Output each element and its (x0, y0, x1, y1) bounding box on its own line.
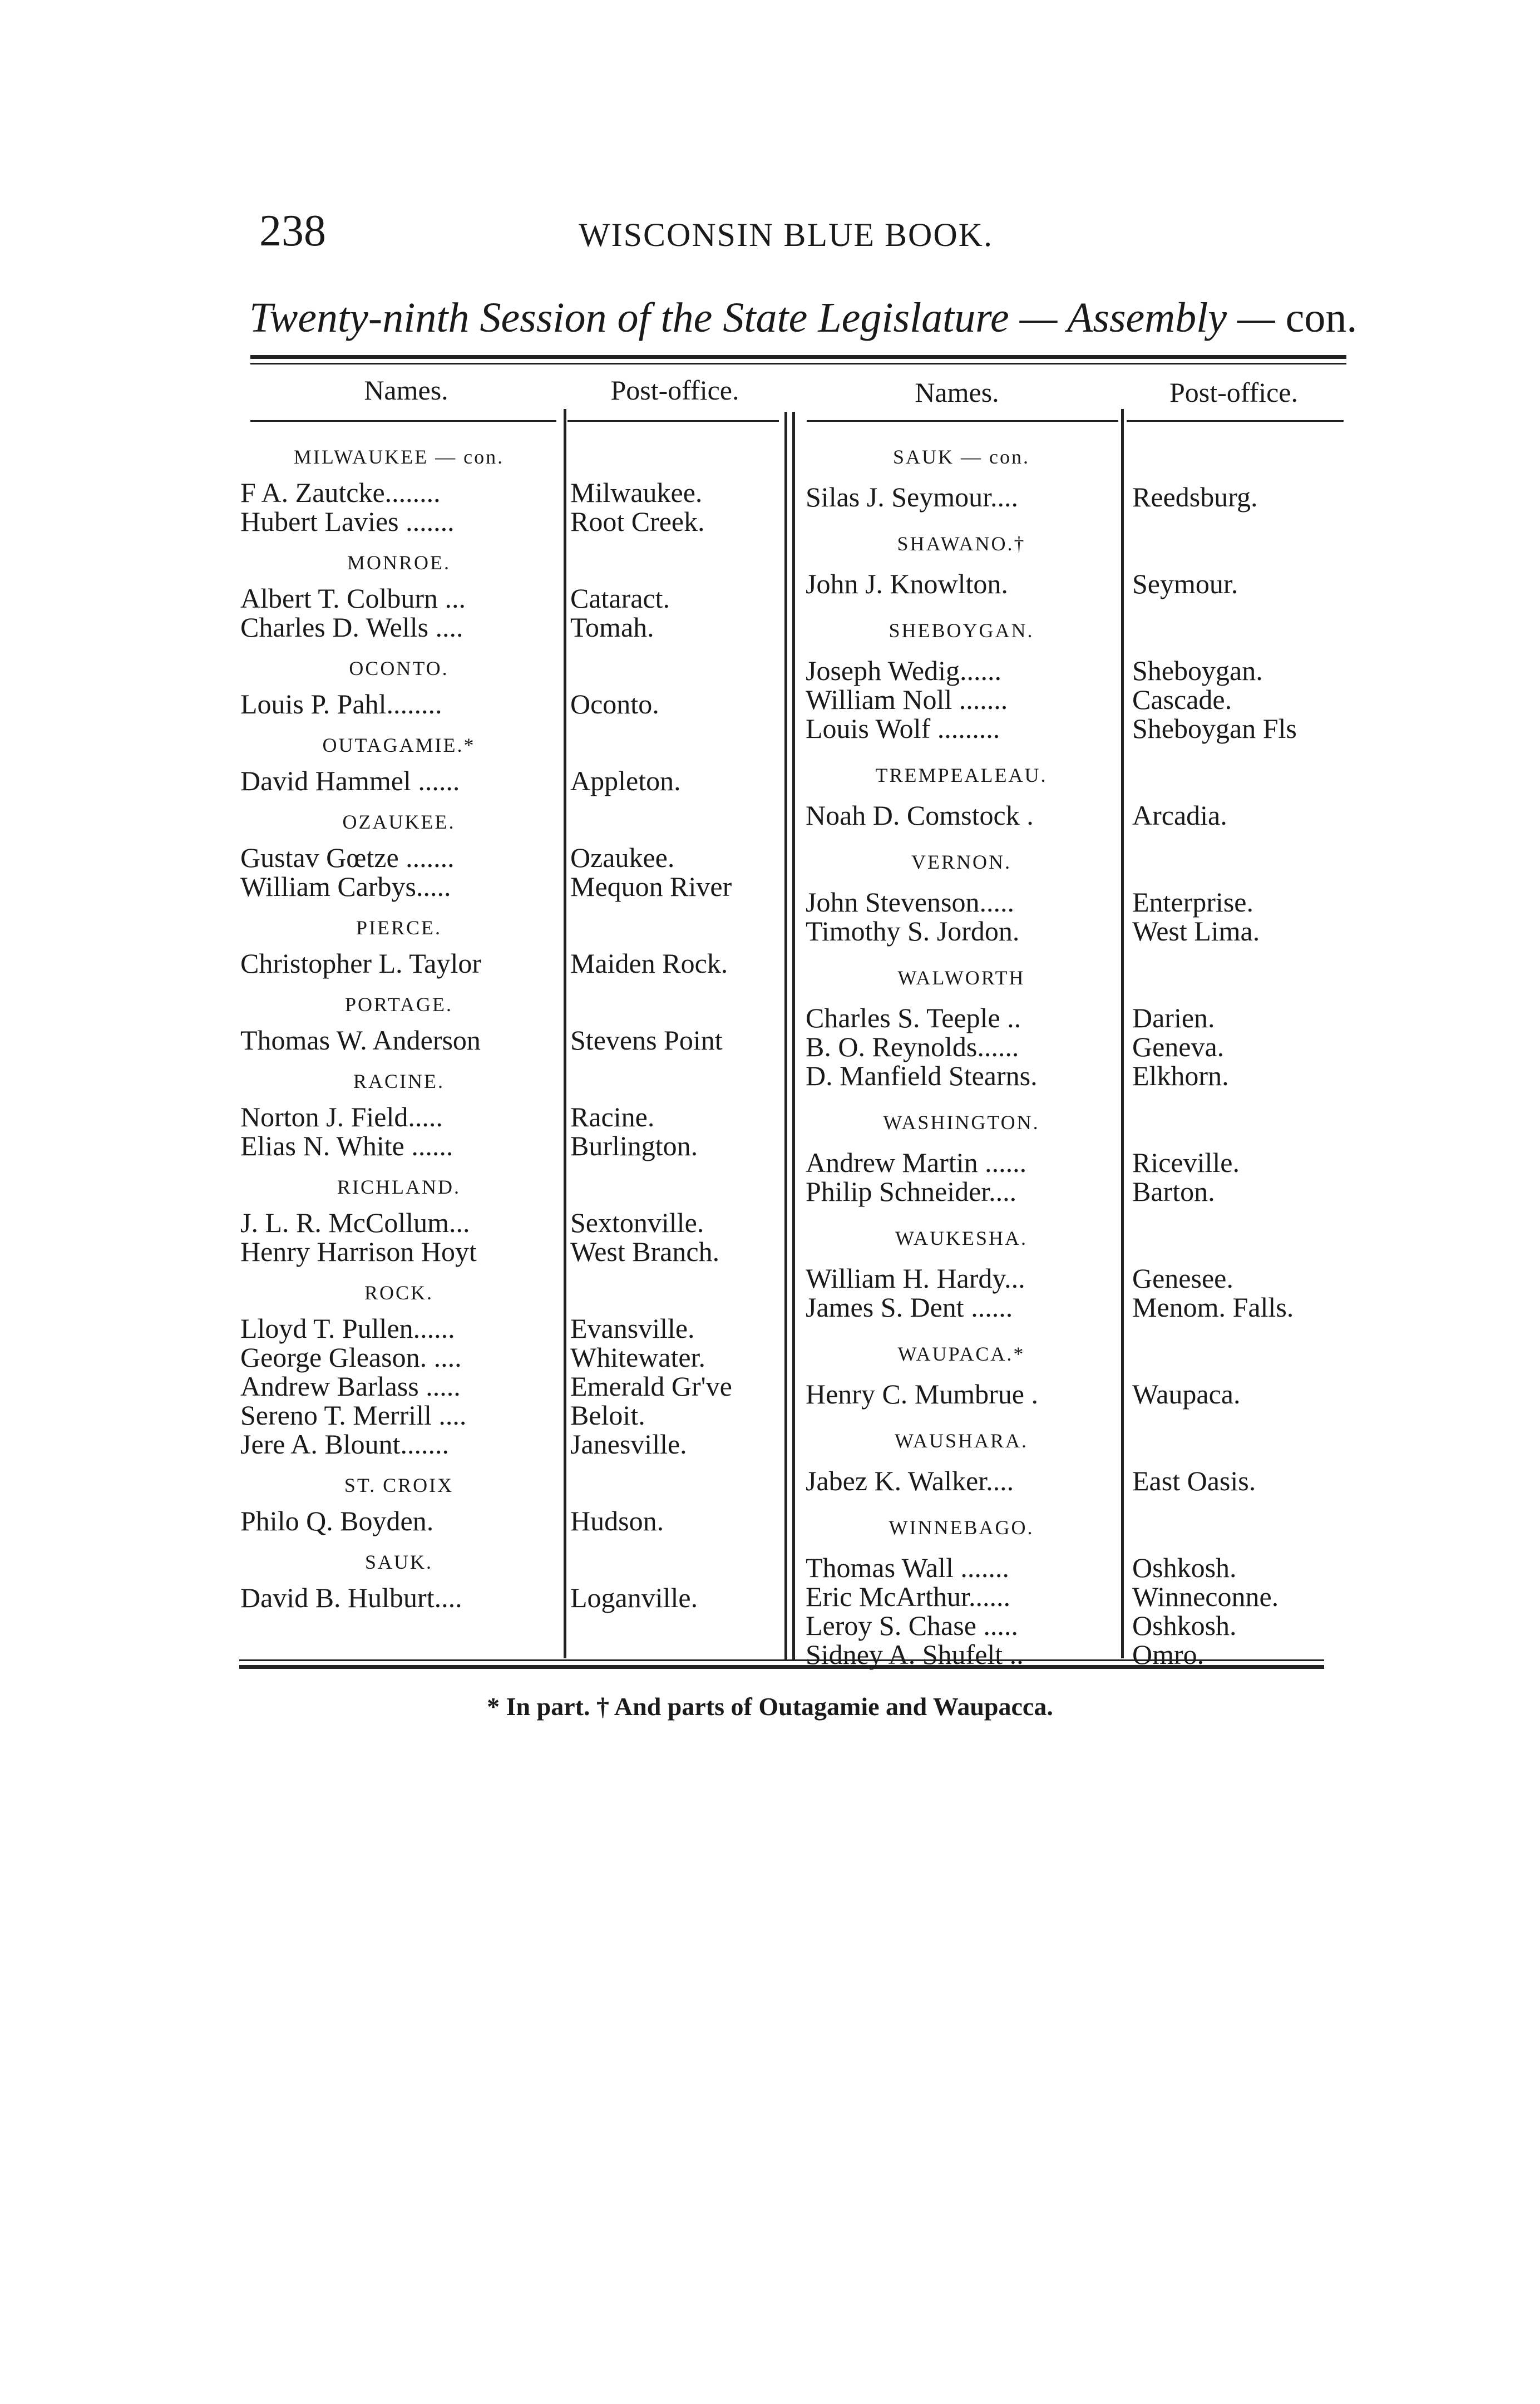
col-divider-right (1121, 409, 1124, 1658)
header-names-left: Names. (364, 375, 448, 406)
footnote: * In part. † And parts of Outagamie and Waupacca. (487, 1692, 1053, 1721)
county-heading: OZAUKEE. (342, 811, 456, 833)
county-heading: ROCK. (364, 1282, 434, 1304)
county-heading: WASHINGTON. (883, 1111, 1040, 1134)
county-heading: WAUSHARA. (894, 1430, 1028, 1452)
county-heading: ST. CROIX (344, 1474, 454, 1496)
post-office: Cascade. (1132, 684, 1232, 715)
post-office: Tomah. (570, 612, 654, 643)
post-office: Oconto. (570, 688, 659, 720)
member-name: Philo Q. Boyden. (240, 1505, 434, 1536)
post-office: Riceville. (1132, 1147, 1240, 1178)
post-office: Geneva. (1132, 1031, 1225, 1062)
post-office: Milwaukee. (570, 477, 703, 508)
county-heading: MONROE. (347, 551, 451, 574)
member-name: William Carbys..... (240, 871, 451, 902)
post-office: Seymour. (1132, 568, 1238, 599)
member-name: Andrew Martin ...... (806, 1147, 1027, 1178)
member-name: Louis P. Pahl........ (240, 688, 442, 720)
post-office: West Lima. (1132, 915, 1260, 947)
post-office: East Oasis. (1132, 1465, 1256, 1496)
header-names-right: Names. (915, 377, 999, 408)
header-rule-right (807, 420, 1118, 422)
table-caption (249, 294, 1358, 342)
post-office: Hudson. (570, 1505, 664, 1536)
post-office: Cataract. (570, 583, 670, 614)
post-office: Enterprise. (1132, 886, 1253, 918)
county-heading: MILWAUKEE — con. (293, 446, 505, 468)
post-office: Whitewater. (570, 1342, 705, 1373)
member-name: Philip Schneider.... (806, 1176, 1017, 1207)
member-name: Jabez K. Walker.... (806, 1465, 1014, 1496)
header-office-right: Post-office. (1169, 377, 1298, 408)
post-office: Oshkosh. (1132, 1610, 1237, 1641)
member-name: Noah D. Comstock . (806, 800, 1034, 831)
post-office: Sextonville. (570, 1207, 704, 1238)
post-office: Barton. (1132, 1176, 1215, 1207)
member-name: Sereno T. Merrill .... (240, 1400, 467, 1431)
county-heading: VERNON. (911, 851, 1011, 873)
header-office-left: Post-office. (610, 375, 739, 406)
post-office: Waupaca. (1132, 1378, 1241, 1410)
post-office: Reedsburg. (1132, 481, 1258, 513)
col-divider-left (564, 409, 566, 1658)
post-office: Oshkosh. (1132, 1552, 1237, 1583)
member-name: Henry C. Mumbrue . (806, 1378, 1038, 1410)
county-heading: PIERCE. (356, 917, 442, 939)
col-divider-center-a (784, 412, 787, 1659)
post-office: Loganville. (570, 1582, 698, 1613)
member-name: Charles S. Teeple .. (806, 1002, 1021, 1033)
post-office: Arcadia. (1132, 800, 1227, 831)
county-heading: SHEBOYGAN. (889, 619, 1034, 642)
member-name: Charles D. Wells .... (240, 612, 463, 643)
post-office: Elkhorn. (1132, 1060, 1229, 1091)
post-office: Winneconne. (1132, 1581, 1279, 1612)
post-office: Racine. (570, 1101, 655, 1132)
member-name: Henry Harrison Hoyt (240, 1236, 477, 1267)
member-name: Thomas Wall ....... (806, 1552, 1009, 1583)
county-heading: RACINE. (353, 1070, 445, 1092)
member-name: Christopher L. Taylor (240, 948, 482, 979)
member-name: Jere A. Blount....... (240, 1428, 449, 1460)
member-name: George Gleason. .... (240, 1342, 462, 1373)
post-office: Mequon River (570, 871, 732, 902)
member-name: John Stevenson..... (806, 886, 1014, 918)
member-name: Elias N. White ...... (240, 1130, 453, 1161)
running-title: WISCONSIN BLUE BOOK. (579, 216, 993, 253)
post-office: Appleton. (570, 765, 681, 796)
member-name: Lloyd T. Pullen...... (240, 1313, 455, 1344)
member-name: Silas J. Seymour.... (806, 481, 1018, 513)
county-heading: WAUPACA.* (897, 1343, 1025, 1365)
member-name: Andrew Barlass ..... (240, 1371, 461, 1402)
post-office: Evansville. (570, 1313, 695, 1344)
col-divider-center-b (792, 412, 795, 1659)
page-number: 238 (259, 206, 326, 255)
member-name: Eric McArthur...... (806, 1581, 1010, 1612)
county-heading: SAUK. (364, 1551, 433, 1573)
member-name: David Hammel ...... (240, 765, 460, 796)
post-office: Janesville. (570, 1428, 687, 1460)
member-name: D. Manfield Stearns. (806, 1060, 1038, 1091)
post-office: Emerald Gr've (570, 1371, 732, 1402)
member-name: J. L. R. McCollum... (240, 1207, 470, 1238)
member-name: B. O. Reynolds...... (806, 1031, 1019, 1062)
caption-text: Twenty-ninth Session of the State Legislature — Assembly — (249, 294, 1275, 341)
member-name: John J. Knowlton. (806, 568, 1008, 599)
header-rule-left (250, 420, 556, 422)
top-rule-thin (250, 363, 1346, 364)
county-heading: WAUKESHA. (895, 1227, 1028, 1249)
post-office: Burlington. (570, 1130, 698, 1161)
top-rule-thick (250, 355, 1346, 359)
member-name: F A. Zautcke........ (240, 477, 441, 508)
post-office: Menom. Falls. (1132, 1292, 1294, 1323)
member-name: William Noll ....... (806, 684, 1008, 715)
header-rule-left-office (567, 420, 779, 422)
county-heading: SAUK — con. (893, 446, 1030, 468)
caption-suffix: con. (1285, 294, 1358, 341)
member-name: James S. Dent ...... (806, 1292, 1013, 1323)
member-name: Joseph Wedig...... (806, 655, 1001, 686)
county-heading: OCONTO. (349, 657, 449, 679)
post-office: Sheboygan. (1132, 655, 1263, 686)
header-rule-right-office (1127, 420, 1344, 422)
member-name: Timothy S. Jordon. (806, 915, 1020, 947)
member-name: David B. Hulburt.... (240, 1582, 462, 1613)
county-heading: SHAWANO.† (897, 533, 1026, 555)
post-office: Sheboygan Fls (1132, 713, 1297, 744)
member-name: Albert T. Colburn ... (240, 583, 466, 614)
member-name: Sidney A. Shufelt .. (806, 1639, 1024, 1670)
post-office: Beloit. (570, 1400, 645, 1431)
member-name: Norton J. Field..... (240, 1101, 443, 1132)
member-name: Hubert Lavies ....... (240, 506, 455, 537)
post-office: Omro. (1132, 1639, 1205, 1670)
post-office: Stevens Point (570, 1024, 723, 1056)
county-heading: PORTAGE. (345, 993, 453, 1016)
county-heading: TREMPEALEAU. (875, 764, 1048, 786)
county-heading: WALWORTH (897, 967, 1025, 989)
county-heading: RICHLAND. (337, 1176, 461, 1198)
member-name: Louis Wolf ......... (806, 713, 1000, 744)
member-name: Gustav Gœtze ....... (240, 842, 455, 873)
post-office: Maiden Rock. (570, 948, 728, 979)
post-office: Darien. (1132, 1002, 1215, 1033)
member-name: Thomas W. Anderson (240, 1024, 481, 1056)
county-heading: WINNEBAGO. (889, 1516, 1034, 1539)
member-name: Leroy S. Chase ..... (806, 1610, 1018, 1641)
post-office: Genesee. (1132, 1263, 1233, 1294)
post-office: Ozaukee. (570, 842, 675, 873)
member-name: William H. Hardy... (806, 1263, 1025, 1294)
county-heading: OUTAGAMIE.* (322, 734, 476, 756)
post-office: West Branch. (570, 1236, 720, 1267)
post-office: Root Creek. (570, 506, 705, 537)
